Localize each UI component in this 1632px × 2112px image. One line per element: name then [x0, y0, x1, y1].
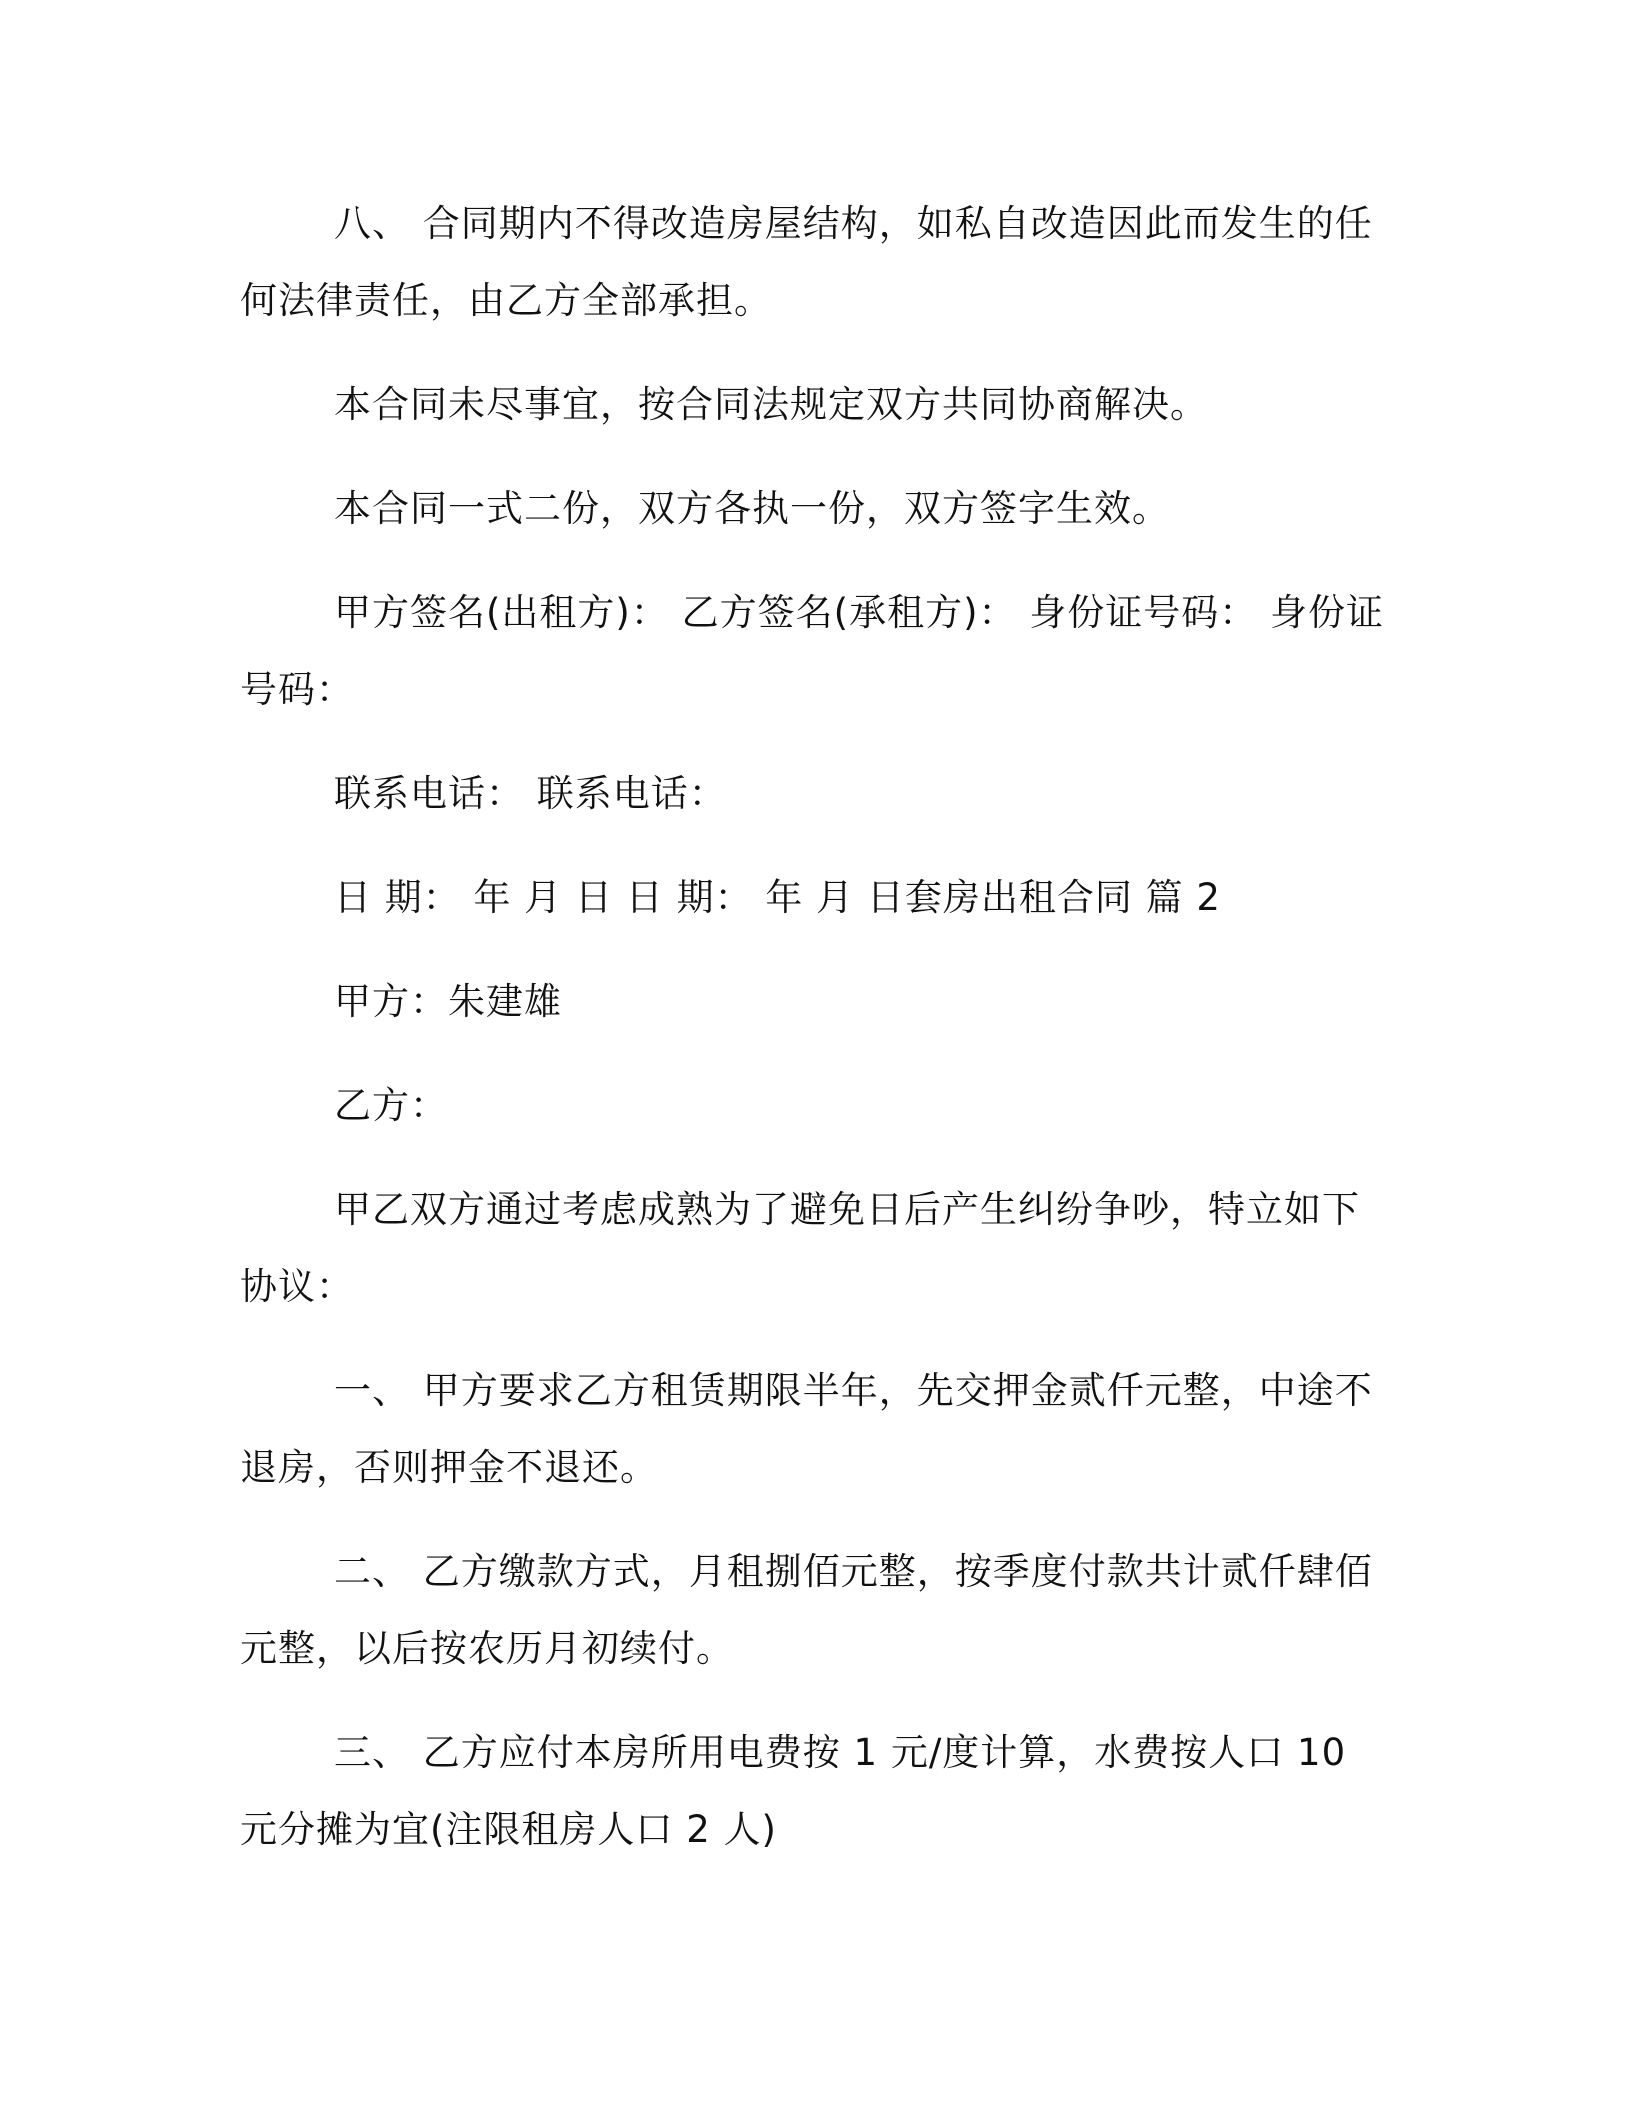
clause-eight: 八、 合同期内不得改造房屋结构，如私自改造因此而发生的任何法律责任，由乙方全部承担。 [240, 202, 1373, 322]
document-body [240, 185, 1390, 1895]
clause-one: 一、 甲方要求乙方租赁期限半年，先交押金贰仟元整，中途不退房，否则押金不退还。 [240, 1369, 1373, 1489]
clause-two: 二、 乙方缴款方式，月租捌佰元整，按季度付款共计贰仟肆佰元整，以后按农历月初续付。 [240, 1550, 1373, 1670]
signature-line: 甲方签名(出租方)： 乙方签名(承租方)： 身份证号码： 身份证号码： [240, 591, 1385, 711]
clause-three: 三、 乙方应付本房所用电费按 1 元/度计算，水费按人口 10 元分摊为宜(注限租房人口 2 人) [240, 1731, 1347, 1851]
party-a-line: 甲方：朱建雄 [334, 980, 562, 1023]
party-b-line: 乙方： [334, 1084, 448, 1127]
copies-clause: 本合同一式二份，双方各执一份，双方签字生效。 [334, 487, 1170, 530]
unresolved-matters-clause: 本合同未尽事宜，按合同法规定双方共同协商解决。 [334, 383, 1208, 426]
agreement-intro: 甲乙双方通过考虑成熟为了避免日后产生纠纷争吵，特立如下协议： [240, 1188, 1360, 1308]
date-line: 日 期： 年 月 日 日 期： 年 月 日套房出租合同 篇 2 [334, 876, 1221, 919]
phone-line: 联系电话： 联系电话： [334, 772, 727, 815]
